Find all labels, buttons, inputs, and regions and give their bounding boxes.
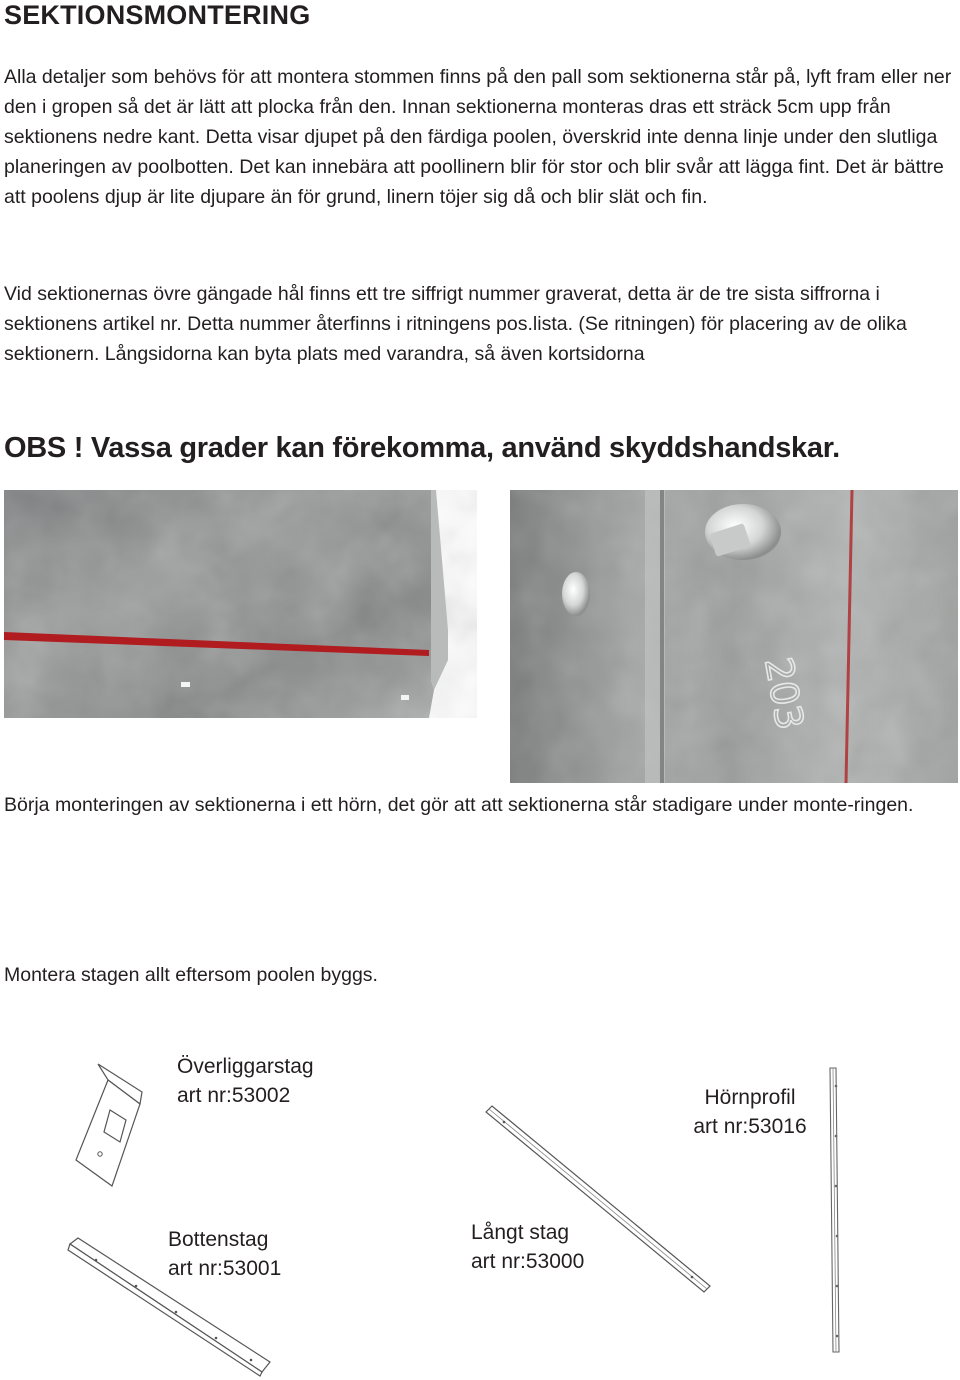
part-name: Bottenstag	[168, 1228, 269, 1251]
engraved-number: 203	[756, 653, 813, 733]
part-art-nr: art nr:53001	[168, 1257, 282, 1280]
part-name: Långt stag	[471, 1221, 570, 1244]
part-label-langt-stag	[471, 1218, 584, 1276]
part-label-overliggarstag	[177, 1052, 314, 1110]
part-label-hornprofil	[690, 1083, 810, 1141]
part-art-nr: art nr:53002	[177, 1084, 291, 1107]
part-label-bottenstag	[168, 1225, 281, 1283]
part-art-nr: art nr:53016	[693, 1115, 807, 1138]
corner-start-paragraph: Börja monteringen av sektionerna i ett hörn, det gör att att sektionerna står stadigare under monte-ringen.	[4, 794, 914, 816]
part-name: Hörnprofil	[704, 1086, 796, 1109]
stays-note: Montera stagen allt eftersom poolen byggs.	[4, 964, 378, 986]
section-photo-marker-line	[4, 490, 495, 783]
part-art-nr: art nr:53000	[471, 1250, 585, 1273]
safety-warning: OBS ! Vassa grader kan förekomma, använd skyddshandskar.	[4, 432, 840, 464]
overliggarstag-drawing	[70, 1062, 150, 1190]
intro-paragraph: Alla detaljer som behövs för att montera stommen finns på den pall som sektionerna står på, lyft fram eller ner den i gropen så det är lätt att plocka från den. Innan sektionerna monteras dras ett sträck 5cm upp från sektionens nedre kant. Detta visar djupet på den färdiga poolen, överskrid inte denna linje under den slutliga planeringen av poolbotten. Det kan innebära att poollinern blir för stor och blir svår att lägga fint. Det är bättre att poolens djup är lite djupare än för grund, linern töjer sig då och blir slät och fin.	[4, 66, 952, 208]
page-title: SEKTIONSMONTERING	[4, 0, 311, 30]
hornprofil-drawing	[820, 1066, 850, 1356]
part-name: Överliggarstag	[177, 1055, 314, 1078]
numbering-paragraph: Vid sektionernas övre gängade hål finns ett tre siffrigt nummer graverat, detta är de tre sista siffrorna i sektionens artikel nr. Detta nummer återfinns i ritningens pos.lista. (Se ritningen) för placering av de olika sektionern. Långsidorna kan byta plats med varandra, så även kortsidorna	[4, 283, 907, 365]
section-photo-engraved-number	[510, 490, 958, 783]
